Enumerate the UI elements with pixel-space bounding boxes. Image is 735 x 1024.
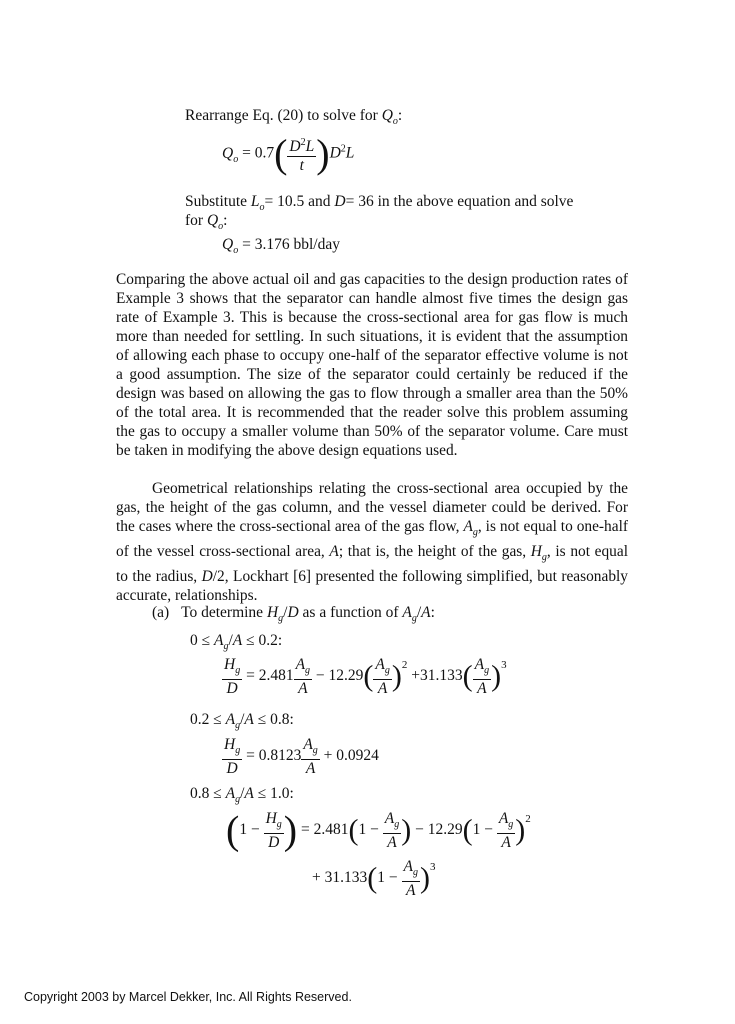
substitute-line-1: Substitute $L_o= 10.5$ and D= 36 in the above equation and solve xyxy=(185,193,574,214)
equation-range-3: (1 − $\frac{H_g}{D}$ ) = 2.481(1 − $\frac{A_g}{A}$ ) − 12.29(1 − $\frac{A_g}{A}$ )$^2$ xyxy=(226,807,531,853)
qo-coefficient: 0.7 xyxy=(254,144,275,162)
item-a-text: To determine xyxy=(181,604,264,621)
item-a: (a) To determine $H_g/D$ as a function of $A_g/A$: xyxy=(152,604,435,625)
equation-range-1: $\frac{H_g}{D}$ = 2.481 $\frac{A_g}{A}$ − 12.29( $\frac{A_g}{A}$ )$^2$ +31.133( $\frac{A_g}{A}$ )$^3$ xyxy=(224,656,507,698)
range-1: $0 \le A_g/A \le 0.2$: xyxy=(190,632,283,653)
eq3-coef-1: 2.481 xyxy=(313,821,349,839)
qo-result: 3.176 bbl/day xyxy=(254,236,340,253)
rearrange-text: Rearrange Eq. (20) to solve for xyxy=(185,107,378,124)
paragraph-2-text: Geometrical relationships relating the cross-sectional area occupied by the gas, the height of the gas column, and the vessel diameter could be derived. For the cases where the cross-sectional area of the gas flow, $A_g$, is not equal to one-half of the vessel cross-sectional area, A; that is, the height of the gas, $H_g$, is not equal to the radius, D/2, Lockhart [6] presented the following simplified, but reasonably accurate, relationships. xyxy=(116,480,628,605)
equation-qo: $Q_o = 0.7$( $\frac{D^2L}{t}$ )$D^2L$ xyxy=(222,131,355,176)
substitute-prefix: Substitute xyxy=(185,193,248,210)
substitute-for: for xyxy=(185,212,204,229)
substitute-tail: in the above equation and solve xyxy=(377,193,574,210)
para2-part5: , Lockhart [6] presented the following simplified, but reasonably accurate, relationships. xyxy=(116,568,628,605)
eq3-coef-3: 31.133 xyxy=(324,869,368,887)
eq1-coef-2: 12.29 xyxy=(328,667,364,685)
para2-part3: ; that is, the height of the gas, xyxy=(338,543,527,561)
eq2-coef-2: 0.0924 xyxy=(336,747,379,765)
para2-part4: , is not equal to the radius, xyxy=(116,543,628,586)
equation-qo-result: $Q_o = 3.176$ bbl/day xyxy=(222,236,340,257)
para2-part2: , is not equal to one-half of the vessel cross-sectional area, xyxy=(116,518,628,561)
range-1-lo: 0 ≤ xyxy=(190,632,211,649)
substitute-d: = 36 xyxy=(345,193,374,210)
range-2-hi: ≤ 0.8: xyxy=(257,711,294,728)
range-3: $0.8 \le A_g/A \le 1.0$: xyxy=(190,785,294,806)
substitute-l: = 10.5 and xyxy=(264,193,331,210)
paragraph-geometry xyxy=(116,479,628,605)
equation-range-3-cont: + 31.133(1 − $\frac{A_g}{A}$ )$^3$ xyxy=(312,858,436,900)
substitute-line-2: for $Q_o$: xyxy=(185,212,228,233)
paragraph-1-text: Comparing the above actual oil and gas capacities to the design production rates of Example 3 shows that the separator can handle almost five times the design gas rate of Example 3. This is because the cross-sectional area for gas flow is much more than needed for settling. In such situations, it is evident that the assumption of allowing each phase to occupy one-half of the separator effective volume is not a good assumption. The size of the separator could certainly be reduced if the design was based on allowing the gas to flow through a smaller area than the 50% of the total area. It is recommended that the reader solve this problem assuming the gas to occupy a smaller volume than 50% of the separator volume. Care must be taken in modifying the above design equations used. xyxy=(116,271,628,459)
eq1-coef-1: 2.481 xyxy=(258,667,294,685)
range-2-lo: 0.2 ≤ xyxy=(190,711,222,728)
range-3-hi: ≤ 1.0: xyxy=(257,785,294,802)
copyright-footer: Copyright 2003 by Marcel Dekker, Inc. All Rights Reserved. xyxy=(24,990,352,1004)
item-a-text2: as a function of xyxy=(302,604,399,621)
eq2-coef-1: 0.8123 xyxy=(258,747,302,765)
item-a-label: (a) xyxy=(152,604,170,621)
range-3-lo: 0.8 ≤ xyxy=(190,785,222,802)
paragraph-comparison xyxy=(116,270,628,460)
range-1-hi: ≤ 0.2: xyxy=(246,632,283,649)
equation-range-2: $\frac{H_g}{D}$ = 0.8123 $\frac{A_g}{A}$ + 0.0924 xyxy=(224,736,379,778)
rearrange-line: Rearrange Eq. (20) to solve for $Q_o$: xyxy=(185,107,403,128)
eq3-coef-2: 12.29 xyxy=(427,821,463,839)
eq1-coef-3: 31.133 xyxy=(420,667,463,685)
para2-part1: Geometrical relationships relating the cross-sectional area occupied by the gas, the height of the gas column, and the vessel diameter could be derived. For the cases where the cross-sectional area of the gas flow, xyxy=(116,480,628,535)
range-2: $0.2 \le A_g/A \le 0.8$: xyxy=(190,711,294,732)
